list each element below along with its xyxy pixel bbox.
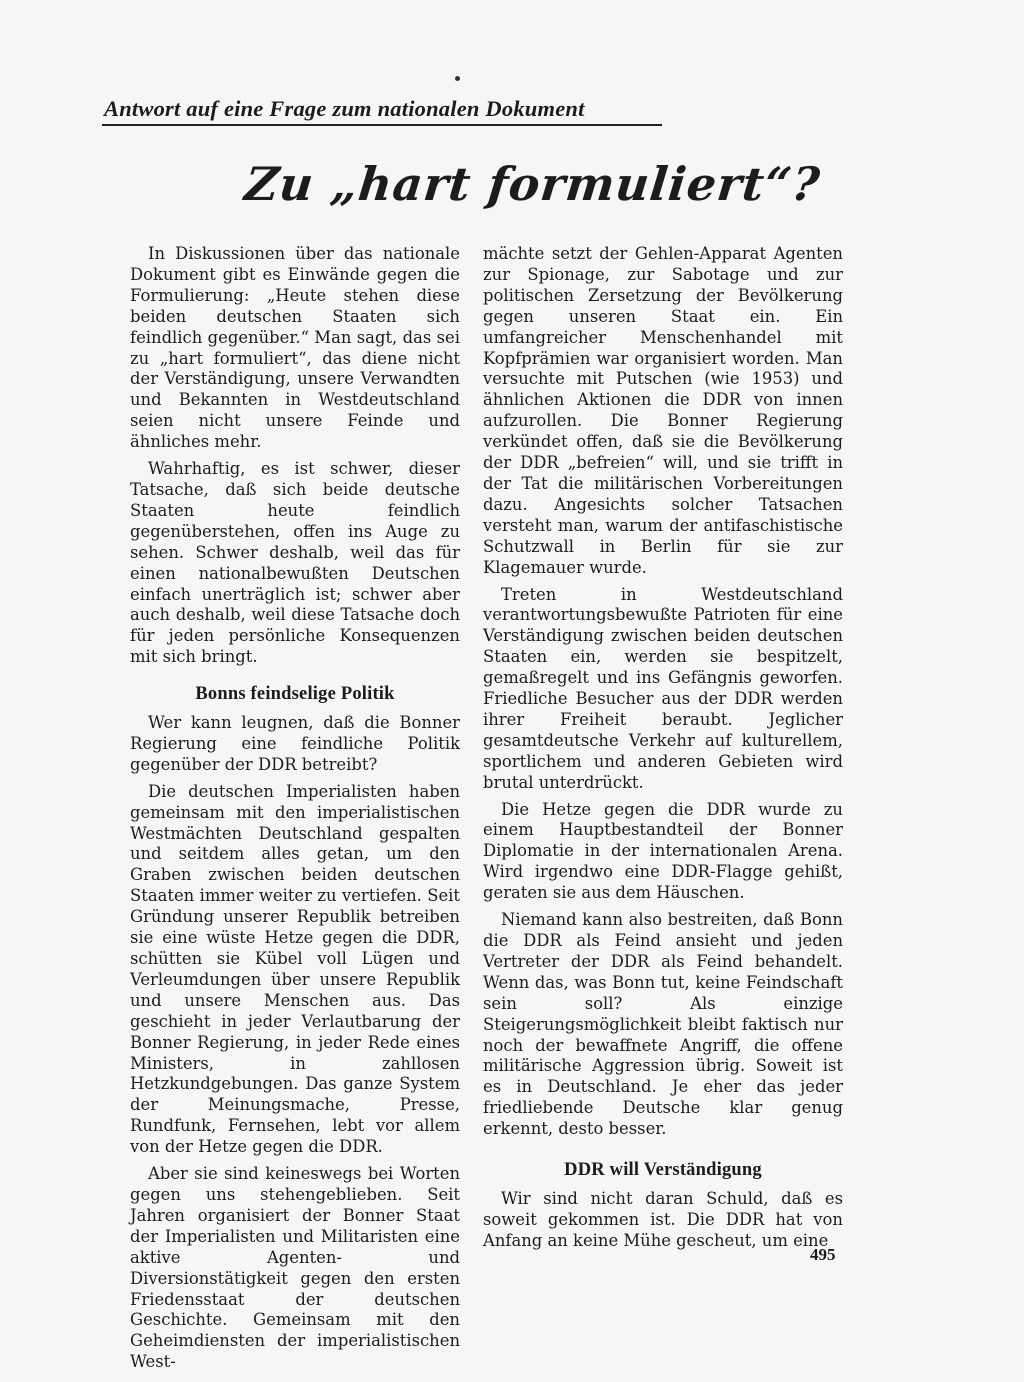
section-heading: DDR will Verständigung: [564, 1160, 762, 1181]
paragraph: Niemand kann also bestreiten, daß Bonn die DDR als Feind ansieht und jeden Vertreter der DDR als Feind behandelt. Wenn das, was Bonn tut, keine Feindschaft sein soll? Als einzige Steigerungsmöglichkeit bleibt faktisch nur noch der bewaffnete Angriff, die offene militärische Aggression übrig. Soweit ist es in Deutschland. Je eher das jeder friedliebende Deutsche klar genug erkennt, desto besser.: [483, 910, 843, 1139]
paragraph: Wer kann leugnen, daß die Bonner Regierung eine feindliche Politik gegenüber der DDR betreibt?: [130, 713, 460, 774]
left-column: [130, 244, 460, 1379]
paragraph: Die Hetze gegen die DDR wurde zu einem Hauptbestandteil der Bonner Diplomatie in der internationalen Arena. Wird irgendwo eine DDR-Flagge gehißt, geraten sie aus dem Häuschen.: [483, 799, 843, 903]
article-kicker: Antwort auf eine Frage zum nationalen Dokument: [104, 96, 585, 121]
paragraph: Wahrhaftig, es ist schwer, dieser Tatsache, daß sich beide deutsche Staaten heute feindlich gegenüberstehen, offen ins Auge zu sehen. Schwer deshalb, weil das für einen nationalbewußten Deutschen einfach unerträglich ist; schwer aber auch deshalb, weil diese Tatsache doch für jeden persönliche Konsequenzen mit sich bringt.: [130, 459, 460, 667]
paragraph: Die deutschen Imperialisten haben gemeinsam mit den imperialistischen Westmächten Deutschland gespalten und seitdem alles getan, um den Graben zwischen beiden deutschen Staaten immer weiter zu vertiefen. Seit Gründung unserer Republik betreiben sie eine wüste Hetze gegen die DDR, schütten sie Kübel voll Lügen und Verleumdungen über unsere Republik und unsere Menschen aus. Das geschieht in jeder Verlautbarung der Bonner Regierung, in jeder Rede eines Ministers, in zahllosen Hetzkundgebungen. Das ganze System der Meinungsmache, Presse, Rundfunk, Fernsehen, lebt vor allem von der Hetze gegen die DDR.: [130, 781, 460, 1157]
right-column: [483, 244, 843, 1258]
section-heading: Bonns feindselige Politik: [195, 684, 395, 705]
paragraph: Aber sie sind keineswegs bei Worten gegen uns stehengeblieben. Seit Jahren organisiert der Bonner Staat der Imperialisten und Militaristen eine aktive Agenten- und Diversionstätigkeit gegen den ersten Friedensstaat der deutschen Geschichte. Gemeinsam mit den Geheimdiensten der imperialistischen West-: [130, 1164, 460, 1372]
page-number: 495: [810, 1245, 836, 1264]
paragraph: Treten in Westdeutschland verantwortungsbewußte Patrioten für eine Verständigung zwischen beiden deutschen Staaten ein, werden sie bespitzelt, gemaßregelt und ins Gefängnis geworfen. Friedliche Besucher aus der DDR werden ihrer Freiheit beraubt. Jeglicher gesamtdeutsche Verkehr auf kulturellem, sportlichem und anderen Gebieten wird brutal unterdrückt.: [483, 584, 843, 792]
paragraph: In Diskussionen über das nationale Dokument gibt es Einwände gegen die Formulierung: „Heute stehen diese beiden deutschen Staaten sich feindlich gegenüber.“ Man sagt, das sei zu „hart formuliert“, das diene nicht der Verständigung, unsere Verwandten und Bekannten in Westdeutschland seien nicht unsere Feinde und ähnliches mehr.: [130, 244, 460, 452]
ink-dot: [455, 76, 460, 81]
paragraph: Wir sind nicht daran Schuld, daß es soweit gekommen ist. Die DDR hat von Anfang an keine Mühe gescheut, um eine: [483, 1188, 843, 1250]
paragraph: mächte setzt der Gehlen-Apparat Agenten zur Spionage, zur Sabotage und zur politischen Zersetzung der Bevölkerung gegen unseren Staat ein. Ein umfangreicher Menschenhandel mit Kopfprämien war organisiert worden. Man versuchte mit Putschen (wie 1953) und ähnlichen Aktionen die DDR von innen aufzurollen. Die Bonner Regierung verkündet offen, daß sie die Bevölkerung der DDR „befreien“ will, und sie trifft in der Tat die militärischen Vorbereitungen dazu. Angesichts solcher Tatsachen versteht man, warum der antifaschistische Schutzwall in Berlin für sie zur Klagemauer wurde.: [483, 244, 843, 577]
article-headline: Zu „hart formuliert“?: [242, 157, 824, 211]
kicker-underline: [102, 124, 662, 126]
